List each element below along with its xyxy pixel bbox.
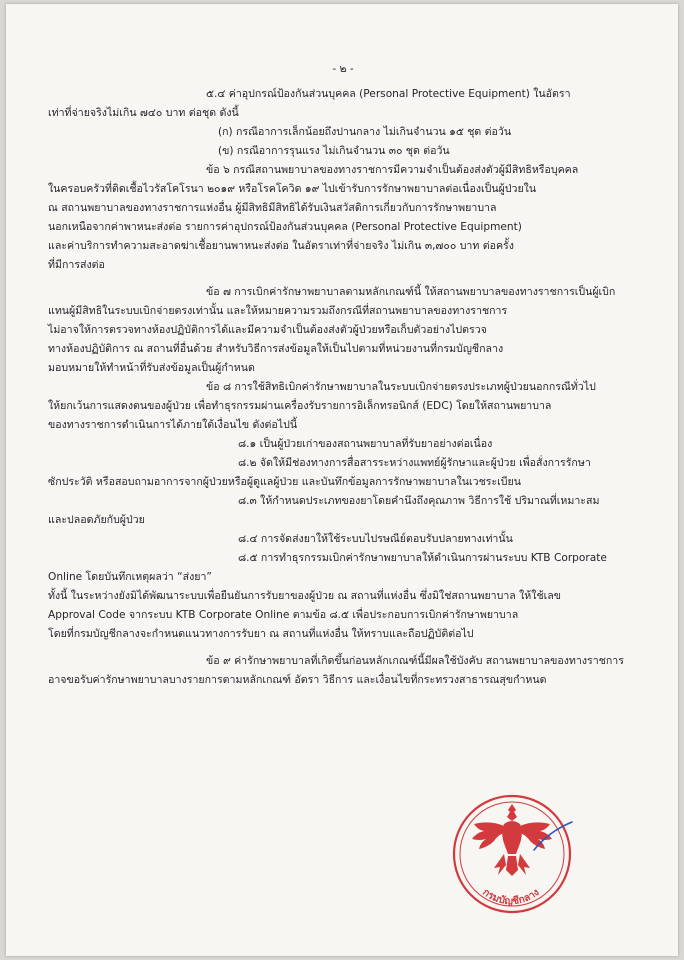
clause-7-line: ข้อ ๗ การเบิกค่ารักษาพยาบาลตามหลักเกณฑ์นี้ ให้สถานพยาบาลของทางราชการเป็นผู้เบิก bbox=[206, 286, 616, 298]
clause-6-line: ที่มีการส่งต่อ bbox=[48, 259, 105, 271]
clause-6-line: ณ สถานพยาบาลของทางราชการแห่งอื่น ผู้มีสิทธิมีสิทธิได้รับเงินสวัสดิการเกี่ยวกับการรักษาพยาบาล bbox=[48, 202, 497, 214]
clause-6-line: นอกเหนือจากค่าพาหนะส่งต่อ รายการค่าอุปกรณ์ป้องกันส่วนบุคคล (Personal Protective Equipment) bbox=[48, 221, 522, 233]
sec-5-4-item-k: (ก) กรณีอาการเล็กน้อยถึงปานกลาง ไม่เกินจำนวน ๑๕ ชุด ต่อวัน bbox=[218, 126, 512, 138]
clause-8-item-5-line: Online โดยบันทึกเหตุผลว่า “ส่งยา” bbox=[48, 571, 212, 583]
clause-8-item-2-line: ๘.๒ จัดให้มีช่องทางการสื่อสารระหว่างแพทย์ผู้รักษาและผู้ป่วย เพื่อสั่งการรักษา bbox=[238, 457, 591, 469]
document-body bbox=[48, 60, 638, 690]
clause-6-line: ในครอบครัวที่ติดเชื้อไวรัสโคโรนา ๒๐๑๙ หรือโรคโควิด ๑๙ ไปเข้ารับการรักษาพยาบาลต่อเนื่องเป็นผู้ป่วยใน bbox=[48, 183, 537, 195]
clause-8-item-3-line: ๘.๓ ให้กำหนดประเภทของยาโดยคำนึงถึงคุณภาพ วิธีการใช้ ปริมาณที่เหมาะสม bbox=[238, 495, 600, 507]
clause-7-line: ทางห้องปฏิบัติการ ณ สถานที่อื่นด้วย สำหรับวิธีการส่งข้อมูลให้เป็นไปตามที่หน่วยงานที่กรมบัญชีกลาง bbox=[48, 343, 504, 355]
page-number: - ๒ - bbox=[332, 63, 354, 75]
seal-text: กรมบัญชีกลาง bbox=[480, 887, 542, 908]
clause-8-intro-line: ข้อ ๘ การใช้สิทธิเบิกค่ารักษาพยาบาลในระบบเบิกจ่ายตรงประเภทผู้ป่วยนอกกรณีทั่วไป bbox=[206, 381, 596, 393]
clause-7-line: มอบหมายให้ทำหน้าที่รับส่งข้อมูลเป็นผู้กำหนด bbox=[48, 362, 255, 374]
garuda-emblem-icon bbox=[472, 804, 552, 876]
clause-8-outro-line: โดยที่กรมบัญชีกลางจะกำหนดแนวทางการรับยา ณ สถานที่แห่งอื่น ให้ทราบและถือปฏิบัติต่อไป bbox=[48, 628, 474, 640]
sec-5-4-item-kh: (ข) กรณีอาการรุนแรง ไม่เกินจำนวน ๓๐ ชุด ต่อวัน bbox=[218, 145, 450, 157]
document-page bbox=[6, 4, 678, 956]
clause-9-line: อาจขอรับค่ารักษาพยาบาลบางรายการตามหลักเกณฑ์ อัตรา วิธีการ และเงื่อนไขที่กระทรวงสาธารณสุขกำหนด bbox=[48, 674, 547, 686]
clause-8-item-3-line: และปลอดภัยกับผู้ป่วย bbox=[48, 514, 145, 526]
sec-5-4-line-1: ๕.๔ ค่าอุปกรณ์ป้องกันส่วนบุคคล (Personal Protective Equipment) ในอัตรา bbox=[206, 88, 571, 100]
clause-9-line: ข้อ ๙ ค่ารักษาพยาบาลที่เกิดขึ้นก่อนหลักเกณฑ์นี้มีผลใช้บังคับ สถานพยาบาลของทางราชการ bbox=[206, 655, 624, 667]
clause-8-item-5-line: ๘.๕ การทำธุรกรรมเบิกค่ารักษาพยาบาลให้ดำเนินการผ่านระบบ KTB Corporate bbox=[238, 552, 607, 564]
clause-8-item-4: ๘.๔ การจัดส่งยาให้ใช้ระบบไปรษณีย์ตอบรับปลายทางเท่านั้น bbox=[238, 533, 513, 545]
clause-8-item-1: ๘.๑ เป็นผู้ป่วยเก่าของสถานพยาบาลที่รับยาอย่างต่อเนื่อง bbox=[238, 438, 493, 450]
clause-6 bbox=[48, 161, 638, 275]
clause-8 bbox=[48, 378, 638, 644]
seal-stamp-icon bbox=[442, 790, 582, 924]
clause-6-line: ข้อ ๖ กรณีสถานพยาบาลของทางราชการมีความจำเป็นต้องส่งตัวผู้มีสิทธิหรือบุคคล bbox=[206, 164, 579, 176]
clause-6-line: และค่าบริการทำความสะอาดฆ่าเชื้อยานพาหนะส่งต่อ ในอัตราเท่าที่จ่ายจริง ไม่เกิน ๓,๗๐๐ บาท ต่อครั้ง bbox=[48, 240, 514, 252]
clause-8-intro-line: ของทางราชการดำเนินการได้ภายใต้เงื่อนไข ดังต่อไปนี้ bbox=[48, 419, 298, 431]
clause-7 bbox=[48, 283, 638, 378]
clause-9 bbox=[48, 652, 638, 690]
clause-7-line: แทนผู้มีสิทธิในระบบเบิกจ่ายตรงเท่านั้น และให้หมายความรวมถึงกรณีที่สถานพยาบาลของทางราชการ bbox=[48, 305, 508, 317]
clause-8-item-2-line: ซักประวัติ หรือสอบถามอาการจากผู้ป่วยหรือผู้ดูแลผู้ป่วย และบันทึกข้อมูลการรักษาพยาบาลในเวชระเบียน bbox=[48, 476, 521, 488]
comptroller-general-seal bbox=[442, 790, 582, 924]
sec-5-4-line-2: เท่าที่จ่ายจริงไม่เกิน ๗๔๐ บาท ต่อชุด ดังนี้ bbox=[48, 107, 239, 119]
clause-8-outro-line: ทั้งนี้ ในระหว่างยังมิได้พัฒนาระบบเพื่อยืนยันการรับยาของผู้ป่วย ณ สถานที่แห่งอื่น ซึ่งมิใช่สถานพยาบาล ให้ใช้เลข bbox=[48, 590, 562, 602]
clause-7-line: ไม่อาจให้การตรวจทางห้องปฏิบัติการได้และมีความจำเป็นต้องส่งตัวผู้ป่วยหรือเก็บตัวอย่างไปตรวจ bbox=[48, 324, 487, 336]
clause-8-intro-line: ให้ยกเว้นการแสดงตนของผู้ป่วย เพื่อทำธุรกรรมผ่านเครื่องรับรายการอิเล็กทรอนิกส์ (EDC) โดยให้สถานพยาบาล bbox=[48, 400, 552, 412]
clause-8-outro-line: Approval Code จากระบบ KTB Corporate Online ตามข้อ ๘.๕ เพื่อประกอบการเบิกค่ารักษาพยาบาล bbox=[48, 609, 519, 621]
